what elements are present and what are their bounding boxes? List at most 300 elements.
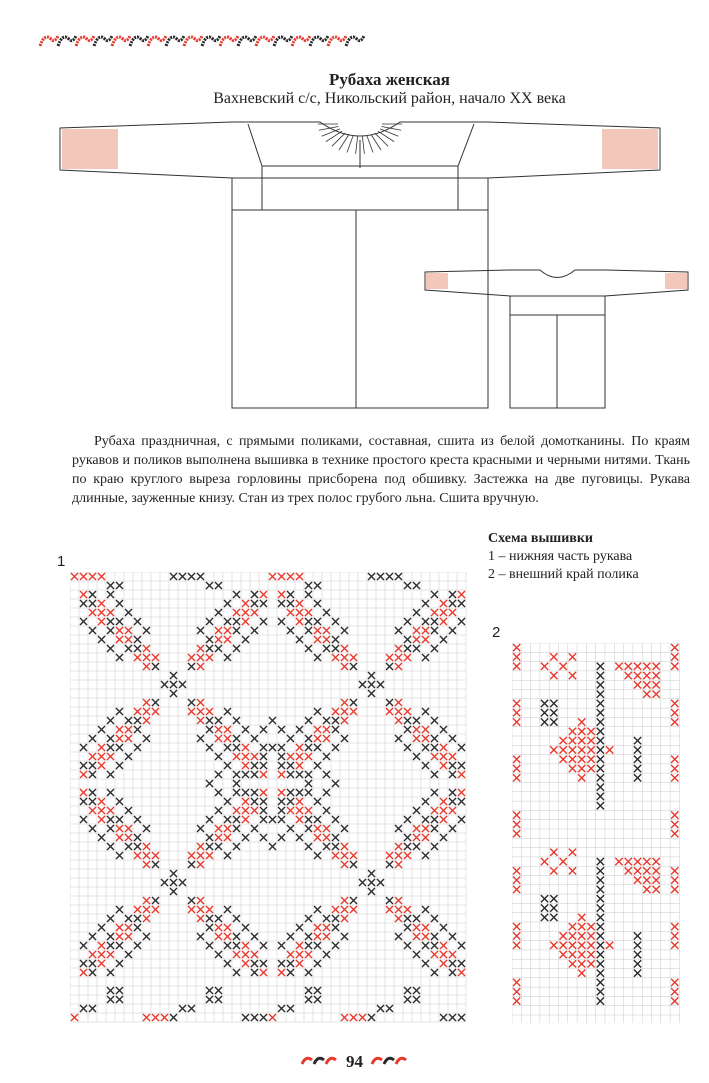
cross-stitch — [215, 825, 222, 832]
cross-stitch — [143, 861, 150, 868]
cross-stitch — [215, 735, 222, 742]
cross-stitch — [597, 979, 604, 986]
cross-stitch — [643, 681, 650, 688]
cross-stitch — [251, 1014, 258, 1021]
cross-stitch — [413, 726, 420, 733]
cross-stitch — [404, 843, 411, 850]
cross-stitch — [413, 582, 420, 589]
cross-stitch — [314, 933, 321, 940]
cross-stitch — [98, 636, 105, 643]
cross-stitch — [458, 798, 465, 805]
cross-stitch — [116, 627, 123, 634]
cross-stitch — [597, 700, 604, 707]
cross-stitch — [314, 726, 321, 733]
cross-stitch — [671, 932, 678, 939]
cross-stitch — [350, 861, 357, 868]
cross-stitch — [449, 933, 456, 940]
cross-stitch — [134, 717, 141, 724]
cross-stitch — [152, 897, 159, 904]
cross-stitch — [597, 951, 604, 958]
cross-stitch — [449, 762, 456, 769]
cross-stitch — [671, 923, 678, 930]
cross-stitch — [323, 924, 330, 931]
cross-stitch — [350, 906, 357, 913]
cross-stitch — [341, 663, 348, 670]
cross-stitch — [422, 600, 429, 607]
cross-stitch — [615, 858, 622, 865]
cross-stitch — [125, 843, 132, 850]
cross-stitch — [125, 915, 132, 922]
cross-stitch — [269, 1014, 276, 1021]
cross-stitch — [116, 798, 123, 805]
cross-stitch — [305, 717, 312, 724]
cross-stitch — [440, 960, 447, 967]
cross-stitch — [413, 915, 420, 922]
cross-stitch — [143, 645, 150, 652]
cross-stitch — [134, 816, 141, 823]
cross-stitch — [550, 709, 557, 716]
cross-stitch — [260, 969, 267, 976]
cross-stitch — [597, 691, 604, 698]
cross-stitch — [152, 654, 159, 661]
cross-stitch — [431, 915, 438, 922]
cross-stitch — [597, 895, 604, 902]
cross-stitch — [597, 960, 604, 967]
cross-stitch — [251, 960, 258, 967]
cross-stitch — [215, 582, 222, 589]
cross-stitch — [251, 591, 258, 598]
cross-stitch — [278, 726, 285, 733]
legend-item: 1 – нижняя часть рукава — [488, 549, 633, 564]
cross-stitch — [233, 627, 240, 634]
cross-stitch — [368, 870, 375, 877]
cross-stitch — [560, 942, 567, 949]
cross-stitch — [269, 717, 276, 724]
cross-stitch — [305, 591, 312, 598]
cross-stitch — [179, 1005, 186, 1012]
cross-stitch — [278, 834, 285, 841]
cross-stitch — [107, 582, 114, 589]
cross-stitch — [395, 906, 402, 913]
cross-stitch — [278, 1005, 285, 1012]
cross-stitch — [578, 756, 585, 763]
cross-stitch — [578, 737, 585, 744]
cross-stitch — [188, 663, 195, 670]
cross-stitch — [625, 867, 632, 874]
cross-stitch — [287, 735, 294, 742]
cross-stitch — [260, 762, 267, 769]
cross-stitch — [305, 645, 312, 652]
cross-stitch — [296, 600, 303, 607]
cross-stitch — [513, 821, 520, 828]
cross-stitch — [386, 708, 393, 715]
cross-stitch — [587, 951, 594, 958]
cross-stitch — [578, 932, 585, 939]
cross-stitch — [278, 816, 285, 823]
cross-stitch — [107, 825, 114, 832]
cross-stitch — [587, 756, 594, 763]
cross-stitch — [143, 654, 150, 661]
cross-stitch — [653, 681, 660, 688]
cross-stitch — [125, 933, 132, 940]
cross-stitch — [98, 798, 105, 805]
cross-stitch — [377, 879, 384, 886]
cross-stitch — [341, 654, 348, 661]
cross-stitch — [359, 681, 366, 688]
cross-stitch — [350, 699, 357, 706]
cross-stitch — [233, 591, 240, 598]
cross-stitch — [449, 825, 456, 832]
cross-stitch — [597, 997, 604, 1004]
cross-stitch — [440, 816, 447, 823]
cross-stitch — [431, 744, 438, 751]
cross-stitch — [404, 915, 411, 922]
cross-stitch — [422, 825, 429, 832]
cross-stitch — [597, 774, 604, 781]
cross-stitch — [541, 904, 548, 911]
cross-stitch — [98, 600, 105, 607]
cross-stitch — [597, 663, 604, 670]
cross-stitch — [242, 960, 249, 967]
cross-stitch — [671, 821, 678, 828]
cross-stitch — [233, 969, 240, 976]
cross-stitch — [107, 789, 114, 796]
cross-stitch — [98, 807, 105, 814]
cross-stitch — [143, 933, 150, 940]
cross-stitch — [197, 915, 204, 922]
scheme-label-1: 1 — [57, 553, 66, 570]
cross-stitch — [107, 717, 114, 724]
cross-stitch — [314, 906, 321, 913]
cross-stitch — [143, 906, 150, 913]
cross-stitch — [143, 708, 150, 715]
cross-stitch — [80, 618, 87, 625]
cross-stitch — [224, 924, 231, 931]
cross-stitch — [634, 877, 641, 884]
cross-stitch — [251, 951, 258, 958]
cross-stitch — [278, 744, 285, 751]
cross-stitch — [323, 645, 330, 652]
cross-stitch — [422, 933, 429, 940]
cross-stitch — [643, 877, 650, 884]
cross-stitch — [359, 1014, 366, 1021]
cross-stitch — [332, 780, 339, 787]
cross-stitch — [287, 789, 294, 796]
cross-stitch — [224, 852, 231, 859]
cross-stitch — [206, 636, 213, 643]
cross-stitch — [233, 735, 240, 742]
cross-stitch — [314, 942, 321, 949]
shirt-drawings — [0, 110, 709, 420]
cross-stitch — [107, 591, 114, 598]
cross-stitch — [89, 960, 96, 967]
cross-stitch — [404, 636, 411, 643]
cross-stitch — [368, 879, 375, 886]
cross-stitch — [206, 915, 213, 922]
cross-stitch — [80, 573, 87, 580]
cross-stitch — [634, 951, 641, 958]
cross-stitch — [386, 699, 393, 706]
cross-stitch — [332, 942, 339, 949]
embroidery-scheme-2 — [512, 643, 680, 1023]
cross-stitch — [671, 663, 678, 670]
cross-stitch — [413, 951, 420, 958]
cross-stitch — [341, 627, 348, 634]
cross-stitch — [587, 728, 594, 735]
cross-stitch — [89, 753, 96, 760]
cross-stitch — [634, 746, 641, 753]
cross-stitch — [350, 708, 357, 715]
cross-stitch — [296, 798, 303, 805]
cross-stitch — [215, 645, 222, 652]
cross-stitch — [560, 663, 567, 670]
cross-stitch — [653, 877, 660, 884]
cross-stitch — [287, 609, 294, 616]
cross-stitch — [269, 843, 276, 850]
cross-stitch — [170, 870, 177, 877]
cross-stitch — [671, 718, 678, 725]
cross-stitch — [431, 933, 438, 940]
cross-stitch — [671, 765, 678, 772]
cross-stitch — [260, 789, 267, 796]
cross-stitch — [569, 942, 576, 949]
cross-stitch — [634, 867, 641, 874]
cross-stitch — [413, 753, 420, 760]
cross-stitch — [98, 753, 105, 760]
cross-stitch — [143, 717, 150, 724]
footer-ornament-right — [370, 1054, 410, 1068]
cross-stitch — [449, 951, 456, 958]
cross-stitch — [98, 834, 105, 841]
cross-stitch — [341, 1014, 348, 1021]
cross-stitch — [233, 942, 240, 949]
cross-stitch — [634, 932, 641, 939]
cross-stitch — [513, 830, 520, 837]
cross-stitch — [440, 951, 447, 958]
cross-stitch — [296, 807, 303, 814]
cross-stitch — [143, 1014, 150, 1021]
cross-stitch — [541, 663, 548, 670]
cross-stitch — [125, 645, 132, 652]
cross-stitch — [251, 600, 258, 607]
cross-stitch — [215, 924, 222, 931]
cross-stitch — [413, 636, 420, 643]
cross-stitch — [422, 744, 429, 751]
cross-stitch — [161, 681, 168, 688]
cross-stitch — [287, 1005, 294, 1012]
cross-stitch — [143, 663, 150, 670]
cross-stitch — [422, 654, 429, 661]
cross-stitch — [513, 653, 520, 660]
cross-stitch — [260, 600, 267, 607]
scheme-label-2: 2 — [492, 624, 501, 641]
cross-stitch — [296, 618, 303, 625]
cross-stitch — [287, 969, 294, 976]
cross-stitch — [350, 663, 357, 670]
cross-stitch — [287, 933, 294, 940]
cross-stitch — [314, 960, 321, 967]
cross-stitch — [395, 654, 402, 661]
cross-stitch — [422, 906, 429, 913]
cross-stitch — [332, 915, 339, 922]
cross-stitch — [152, 1014, 159, 1021]
cross-stitch — [314, 735, 321, 742]
cross-stitch — [242, 753, 249, 760]
cross-stitch — [242, 744, 249, 751]
cross-stitch — [89, 825, 96, 832]
cross-stitch — [170, 681, 177, 688]
cross-stitch — [224, 816, 231, 823]
cross-stitch — [569, 746, 576, 753]
cross-stitch — [305, 987, 312, 994]
cross-stitch — [125, 924, 132, 931]
cross-stitch — [431, 807, 438, 814]
cross-stitch — [314, 636, 321, 643]
cross-stitch — [404, 906, 411, 913]
cross-stitch — [395, 708, 402, 715]
cross-stitch — [634, 970, 641, 977]
cross-stitch — [440, 798, 447, 805]
cross-stitch — [296, 942, 303, 949]
cross-stitch — [296, 762, 303, 769]
cross-stitch — [107, 744, 114, 751]
cross-stitch — [323, 636, 330, 643]
cross-stitch — [597, 746, 604, 753]
cross-stitch — [404, 852, 411, 859]
cross-stitch — [458, 618, 465, 625]
cross-stitch — [431, 735, 438, 742]
cross-stitch — [404, 816, 411, 823]
cross-stitch — [107, 933, 114, 940]
cross-stitch — [80, 942, 87, 949]
cross-stitch — [587, 960, 594, 967]
cross-stitch — [152, 699, 159, 706]
cross-stitch — [314, 627, 321, 634]
cross-stitch — [440, 726, 447, 733]
cross-stitch — [422, 852, 429, 859]
cross-stitch — [125, 825, 132, 832]
cross-stitch — [513, 997, 520, 1004]
cross-stitch — [305, 789, 312, 796]
cross-stitch — [125, 951, 132, 958]
cross-stitch — [179, 879, 186, 886]
cross-stitch — [98, 762, 105, 769]
cross-stitch — [597, 923, 604, 930]
cross-stitch — [341, 933, 348, 940]
cross-stitch — [449, 771, 456, 778]
cross-stitch — [260, 726, 267, 733]
cross-stitch — [224, 942, 231, 949]
cross-stitch — [431, 816, 438, 823]
cross-stitch — [653, 691, 660, 698]
cross-stitch — [296, 573, 303, 580]
cross-stitch — [224, 735, 231, 742]
cross-stitch — [278, 789, 285, 796]
cross-stitch — [569, 737, 576, 744]
cross-stitch — [560, 737, 567, 744]
cross-stitch — [89, 591, 96, 598]
cross-stitch — [305, 780, 312, 787]
cross-stitch — [323, 609, 330, 616]
cross-stitch — [98, 816, 105, 823]
cross-stitch — [296, 726, 303, 733]
cross-stitch — [98, 951, 105, 958]
cross-stitch — [332, 816, 339, 823]
cross-stitch — [224, 933, 231, 940]
cross-stitch — [197, 717, 204, 724]
cross-stitch — [671, 979, 678, 986]
cross-stitch — [323, 915, 330, 922]
cross-stitch — [278, 942, 285, 949]
cross-stitch — [80, 1005, 87, 1012]
cross-stitch — [597, 942, 604, 949]
cross-stitch — [404, 618, 411, 625]
cross-stitch — [422, 762, 429, 769]
cross-stitch — [179, 573, 186, 580]
page-number: 94 — [346, 1052, 363, 1071]
cross-stitch — [323, 933, 330, 940]
cross-stitch — [323, 789, 330, 796]
cross-stitch — [368, 1014, 375, 1021]
cross-stitch — [671, 644, 678, 651]
cross-stitch — [125, 834, 132, 841]
cross-stitch — [305, 627, 312, 634]
cross-stitch — [386, 852, 393, 859]
cross-stitch — [197, 735, 204, 742]
cross-stitch — [233, 933, 240, 940]
cross-stitch — [116, 924, 123, 931]
cross-stitch — [242, 636, 249, 643]
cross-stitch — [134, 618, 141, 625]
cross-stitch — [143, 699, 150, 706]
cross-stitch — [413, 924, 420, 931]
cross-stitch — [578, 923, 585, 930]
cross-stitch — [440, 762, 447, 769]
cross-stitch — [233, 753, 240, 760]
cross-stitch — [251, 807, 258, 814]
cross-stitch — [89, 1005, 96, 1012]
cross-stitch — [206, 654, 213, 661]
cross-stitch — [134, 645, 141, 652]
cross-stitch — [431, 951, 438, 958]
cross-stitch — [550, 718, 557, 725]
cross-stitch — [653, 867, 660, 874]
cross-stitch — [116, 834, 123, 841]
cross-stitch — [643, 663, 650, 670]
cross-stitch — [80, 969, 87, 976]
cross-stitch — [188, 699, 195, 706]
cross-stitch — [395, 897, 402, 904]
cross-stitch — [350, 1014, 357, 1021]
cross-stitch — [287, 627, 294, 634]
cross-stitch — [107, 735, 114, 742]
cross-stitch — [350, 654, 357, 661]
cross-stitch — [332, 843, 339, 850]
cross-stitch — [296, 924, 303, 931]
cross-stitch — [116, 816, 123, 823]
cross-stitch — [233, 789, 240, 796]
cross-stitch — [233, 717, 240, 724]
cross-stitch — [440, 807, 447, 814]
cross-stitch — [305, 735, 312, 742]
cross-stitch — [413, 843, 420, 850]
cross-stitch — [242, 600, 249, 607]
cross-stitch — [513, 867, 520, 874]
cross-stitch — [197, 906, 204, 913]
cross-stitch — [597, 737, 604, 744]
cross-stitch — [422, 798, 429, 805]
cross-stitch — [386, 663, 393, 670]
